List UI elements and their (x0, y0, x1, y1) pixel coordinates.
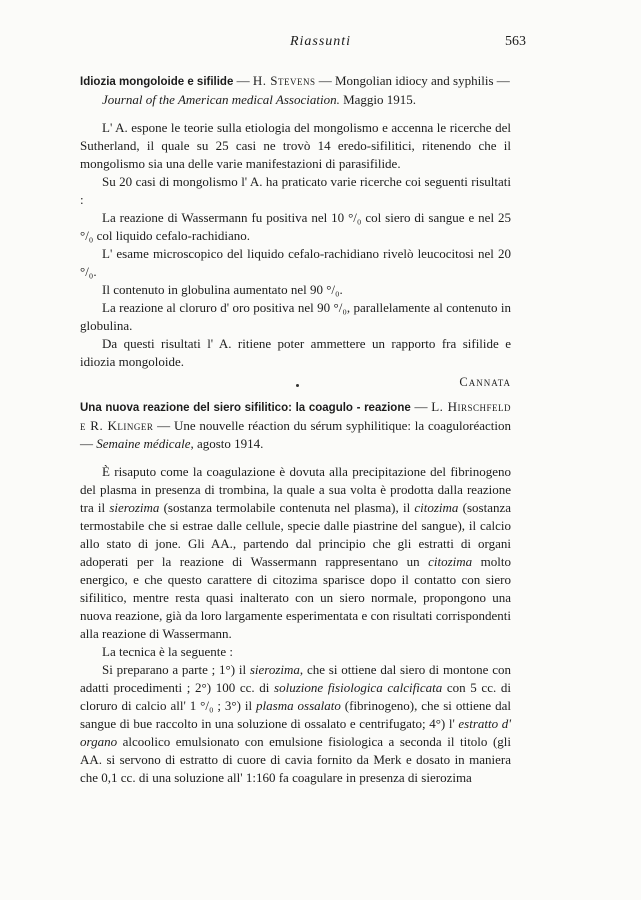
article1-paragraph: La reazione di Wassermann fu positiva nel 10 °/₀ col siero di sangue e nel 25 °/₀ col liquido cefalo-rachidiano. (80, 210, 511, 243)
article1-heading: Idiozia mongoloide e sifilide — H. Stevens — Mongolian idiocy and syphilis — (80, 73, 510, 88)
article1-paragraph: Il contenuto in globulina aumentato nel 90 °/₀. (102, 282, 343, 297)
article1-source (80, 91, 511, 109)
article-idiozia (80, 72, 511, 390)
article2-title: Una nuova reazione del siero sifilitico: la coagulo - reazione (80, 402, 411, 414)
page-number: 563 (505, 34, 526, 49)
article1-paragraph: La reazione al cloruro d' oro positiva nel 90 °/₀, parallelamente al contenuto in globulina. (80, 300, 511, 333)
article1-paragraph: L' esame microscopico del liquido cefalo-rachidiano rivelò leucocitosi nel 20 °/₀. (80, 246, 511, 279)
article1-author: H. Stevens (252, 73, 316, 88)
article2-paragraph: Si preparano a parte ; 1°) il sierozima, che si ottiene dal siero di montone con adatti procedimenti ; 2°) 100 cc. di soluzione fisiologica calcificata con 5 cc. di cloruro di calcio all' 1 °/₀ ; 3°) il plasma ossalato (fibrinogeno), che si ottiene dal sangue di bue raccolto in una soluzione di ossalato e centrifugato; 4°) l' estratto d' organo alcoolico emulsionato con emulsione fisiologica a seconda il titolo (gli AA. si servono di estratto di cuore di cavia fornito da Merk e dosato in maniera che 0,1 cc. di una soluzione all' 1:160 fa coagulare in presenza di sierozima (80, 662, 511, 785)
article1-signature: Cannata (459, 375, 511, 389)
separator-dot (296, 384, 299, 387)
article1-journal: Journal of the American medical Association. (102, 92, 340, 107)
article2-authors: L. Hirschfeld e R. Klinger (80, 399, 511, 433)
article2-journal: Semaine médicale, (96, 436, 194, 451)
article2-paragraph: È risaputo come la coagulazione è dovuta alla precipitazione del fibrinogeno del plasma in presenza di trombina, la quale a sua volta è prodotta dalla reazione tra il sierozima (sostanza termolabile contenuta nel plasma), il citozima (sostanza termostabile che si estrae dalle cellule, specie dalle piastrine del sangue), il calcio allo stato di jone. Gli AA., partendo dal principio che gli estratti di organi adoperati per la reazione di Wassermann rappresentano un citozima molto energico, e che questo carattere di citozima sparisce dopo il contatto con siero sifilitico, mentre resta quasi inalterato con un siero normale, propongono una nuova reazione, già da loro largamente esperimentata e con risultati corrispondenti alla reazione di Wassermann. (80, 464, 512, 641)
article1-paragraph: Da questi risultati l' A. ritiene poter ammettere un rapporto fra sifilide e idiozia mongoloide. (80, 336, 511, 369)
article1-date: Maggio 1915. (339, 92, 417, 107)
article1-paragraph: L' A. espone le teorie sulla etiologia del mongolismo e accenna le ricerche del Sutherland, il quale su 25 casi ne trovò 14 eredo-sifilitici, ritenendo che il mongolismo sia una delle varie manifestazioni di parasifilide. (80, 120, 511, 171)
article2-paragraph: La tecnica è la seguente : (102, 644, 234, 659)
article1-title: Idiozia mongoloide e sifilide (80, 76, 234, 88)
running-header-title: Riassunti (289, 34, 352, 49)
article2-heading: Una nuova reazione del siero sifilitico: la coagulo - reazione — L. Hirschfeld e R. Klinger — Une nouvelle réaction du sérum syphilitique: la coaguloréaction — Semaine médicale, agosto 1914. (80, 399, 511, 451)
article-coagulo-reazione (80, 398, 511, 787)
article1-paragraph: Su 20 casi di mongolismo l' A. ha praticato varie ricerche coi seguenti risultati : (80, 174, 511, 207)
article2-date: agosto 1914. (193, 436, 264, 451)
